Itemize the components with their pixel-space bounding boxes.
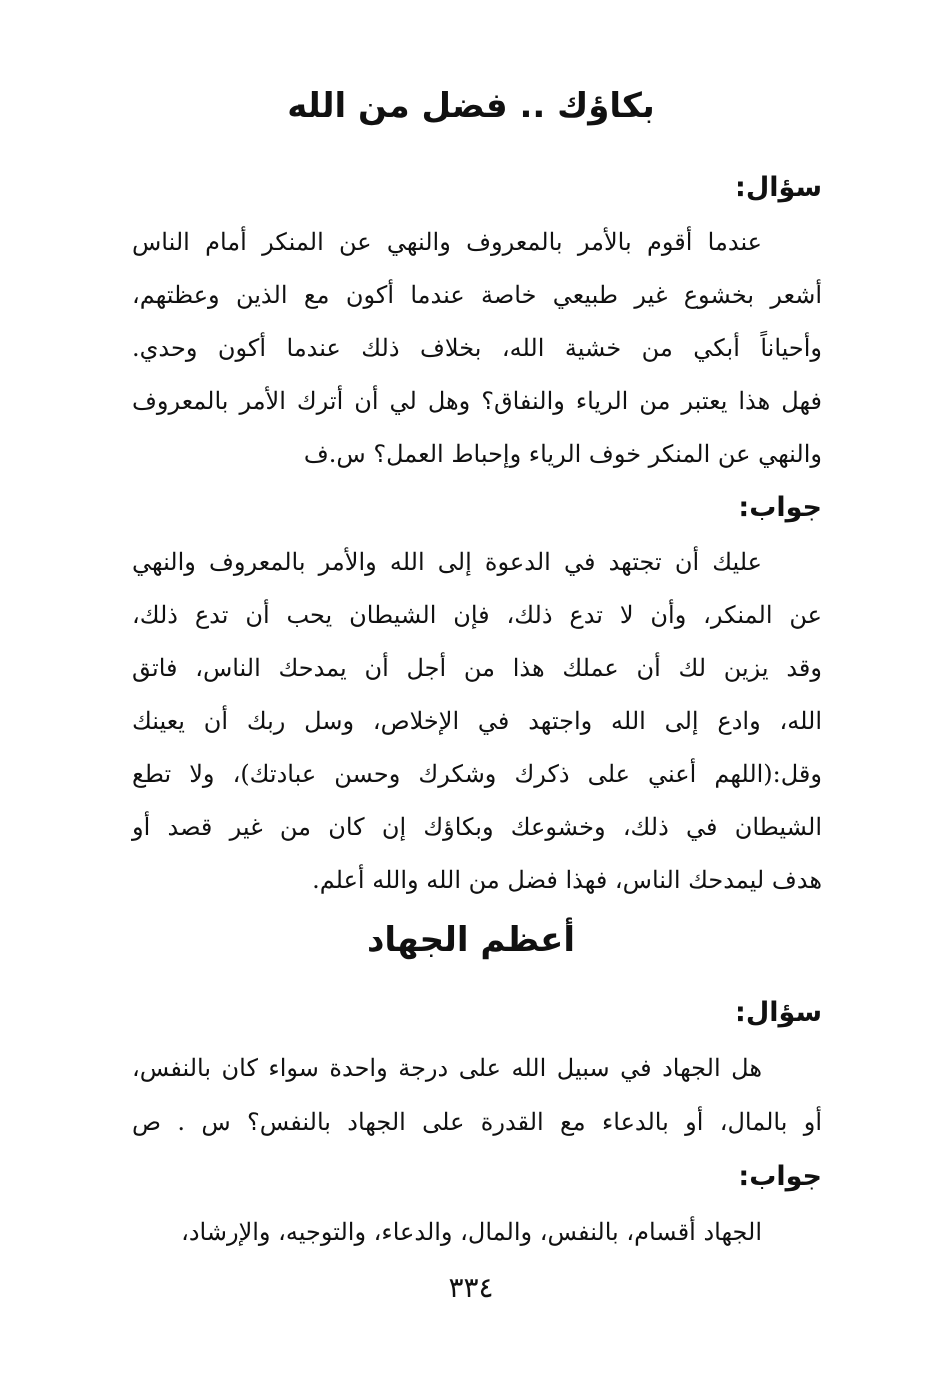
question-text-line: وأحياناً أبكي من خشية الله، بخلاف ذلك عندما أكون وحدي. (132, 334, 822, 362)
answer-text-line: الشيطان في ذلك، وخشوعك وبكاؤك إن كان من غير قصد أو (132, 813, 822, 841)
question-text-line: أو بالمال، أو بالدعاء مع القدرة على الجهاد بالنفس؟ س . ص (132, 1108, 822, 1136)
question-text-line: فهل هذا يعتبر من الرياء والنفاق؟ وهل لي أن أترك الأمر بالمعروف (132, 387, 823, 415)
question-text-line: هل الجهاد في سبيل الله على درجة واحدة سواء كان بالنفس، (132, 1054, 762, 1082)
answer-text-line: الجهاد أقسام، بالنفس، والمال، والدعاء، والتوجيه، والإرشاد، (181, 1218, 762, 1246)
question-text-line: والنهي عن المنكر خوف الرياء وإحباط العمل؟ س.ف (303, 440, 822, 468)
answer-text-line: وقد يزين لك أن عملك هذا من أجل أن يمدحك الناس، فاتق (132, 654, 822, 682)
answer-text-line: الله، وادع إلى الله واجتهد في الإخلاص، وسل ربك أن يعينك (132, 707, 822, 735)
page-number: ٣٣٤ (448, 1271, 494, 1304)
question-label: سؤال: (735, 997, 822, 1028)
answer-text-line: عليك أن تجتهد في الدعوة إلى الله والأمر بالمعروف والنهي (132, 548, 762, 576)
answer-text-line: وقل:(اللهم أعني على ذكرك وشكرك وحسن عبادتك)، ولا تطع (132, 760, 822, 788)
question-text-line: عندما أقوم بالأمر بالمعروف والنهي عن المنكر أمام الناس (132, 228, 762, 256)
answer-text-line: هدف ليمدحك الناس، فهذا فضل من الله والله أعلم. (312, 866, 822, 894)
answer-text-line: عن المنكر، وأن لا تدع ذلك، فإن الشيطان يحب أن تدع ذلك، (132, 601, 822, 629)
answer-label: جواب: (738, 492, 822, 523)
question-label: سؤال: (735, 172, 822, 203)
section-title: أعظم الجهاد (366, 920, 576, 960)
question-text-line: أشعر بخشوع غير طبيعي خاصة عندما أكون مع الذين وعظتهم، (132, 281, 822, 309)
answer-label: جواب: (738, 1161, 822, 1192)
section-title: بكاؤك .. فضل من الله (287, 86, 655, 126)
